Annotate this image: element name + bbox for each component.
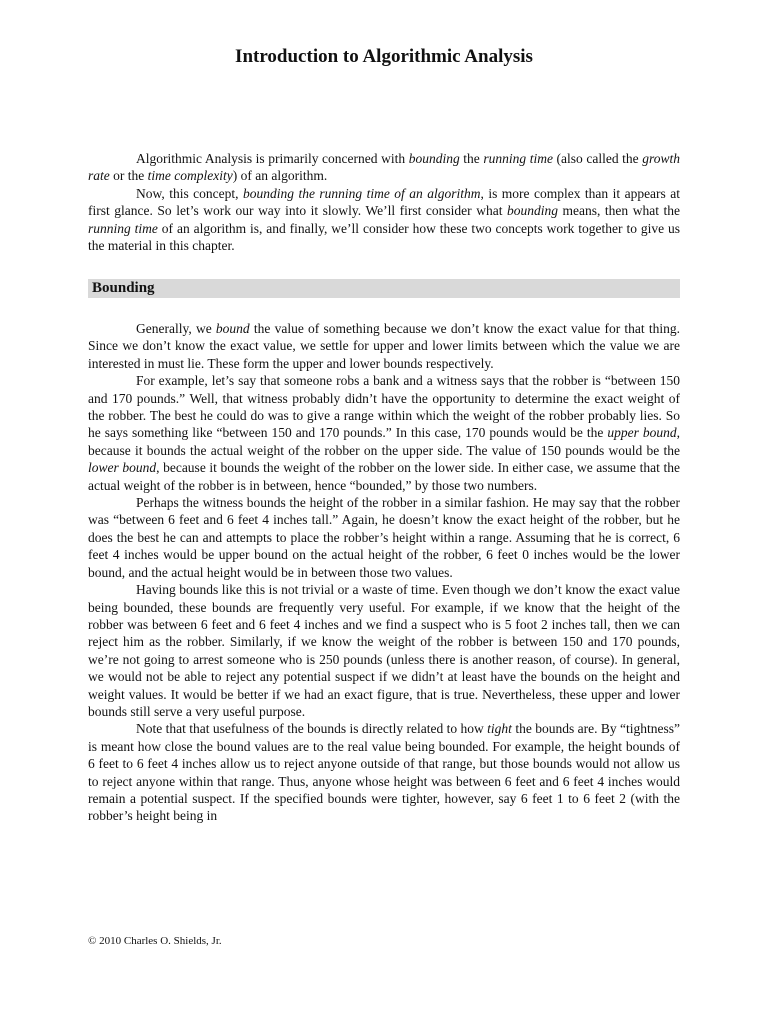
- emphasis: bounding: [408, 151, 460, 166]
- page-title: Introduction to Algorithmic Analysis: [235, 46, 533, 67]
- paragraph: Now, this concept, bounding the running time of an algorithm, is more complex than it appears at first glance. So let’s work our way into it slowly. We’ll first consider what bounding means, then what the running time of an algorithm is, and finally, we’ll consider how these two concepts work together to give us the material in this chapter.: [88, 185, 680, 254]
- paragraph: Generally, we bound the value of something because we don’t know the exact value for that thing. Since we don’t know the exact value, we settle for upper and lower limits between which the value we are interested in must lie. These form the upper and lower bounds respectively.: [88, 321, 680, 371]
- emphasis: running time: [88, 220, 158, 236]
- emphasis: bounding the running time of an algorithm: [242, 185, 481, 201]
- paragraph: Perhaps the witness bounds the height of the robber in a similar fashion. He may say that the robber was “between 6 feet and 6 feet 4 inches tall.” Again, he doesn’t know the exact height of the robber, but he does the best he can and attempts to place the robber’s height within a range. Assuming that he is correct, 6 feet 4 inches would be upper bound on the actual height of the robber, 6 feet 0 inches would be the lower bound, and the actual height would be in between those two values.: [88, 495, 680, 580]
- section-title: Bounding: [92, 280, 155, 296]
- emphasis: tight: [487, 721, 512, 737]
- paragraph: For example, let’s say that someone robs a bank and a witness says that the robber is “between 150 and 170 pounds.” Well, that witness probably didn’t have the opportunity to determine the exact weight of the robber. The best he could do was to give a range within which the weight of the robber probably lies. So he says something like “between 150 and 170 pounds.” In this case, 170 pounds would be the upper bound, because it bounds the actual weight of the robber on the upper side. The value of 150 pounds would be the lower bound, because it bounds the weight of the robber on the lower side. In either case, we assume that the actual weight of the robber is in between, hence “bounded,” by those two numbers.: [88, 373, 681, 493]
- section-body: [88, 320, 680, 825]
- paragraph: Having bounds like this is not trivial or a waste of time. Even though we don’t know the exact value being bounded, these bounds are frequently very useful. For example, if we know that the height of the robber was between 6 feet and 6 feet 4 inches and we find a suspect who is 5 foot 2 inches tall, then we can reject him as the robber. Similarly, if we know the weight of the robber is between 150 and 170 pounds, we’re not going to arrest someone who is 250 pounds (unless there is another reason, of course). In general, we would not be able to reject any potential suspect if we didn’t at least have the bounds on the height and weight values. It would be better if we had an exact figure, that is true. Nevertheless, these upper and lower bounds still serve a very useful purpose.: [88, 582, 680, 719]
- section-heading-bar: [88, 279, 680, 298]
- copyright-footer: © 2010 Charles O. Shields, Jr.: [88, 935, 222, 947]
- emphasis: bounding: [506, 203, 558, 219]
- emphasis: time complexity: [147, 168, 233, 184]
- emphasis: upper bound: [607, 425, 677, 441]
- paragraph: Algorithmic Analysis is primarily concerned with bounding the running time (also called the growth rate or the time complexity) of an algorithm.: [88, 151, 680, 184]
- emphasis: lower bound: [88, 460, 157, 476]
- paragraph: Note that that usefulness of the bounds is directly related to how tight the bounds are. By “tightness” is meant how close the bound values are to the real value being bounded. For example, the height bounds of 6 feet to 6 feet 4 inches allow us to reject anyone outside of that range, but those bounds would not allow us to reject anyone within that range. Thus, anyone whose height was between 6 feet and 6 feet 4 inches would remain a potential suspect. If the specified bounds were tighter, however, say 6 feet 1 to 6 feet 2 (with the robber’s height being in: [88, 721, 681, 824]
- emphasis: running time: [483, 151, 553, 166]
- emphasis: growth rate: [88, 151, 680, 184]
- intro-text: [88, 150, 680, 254]
- emphasis: bound: [215, 321, 250, 336]
